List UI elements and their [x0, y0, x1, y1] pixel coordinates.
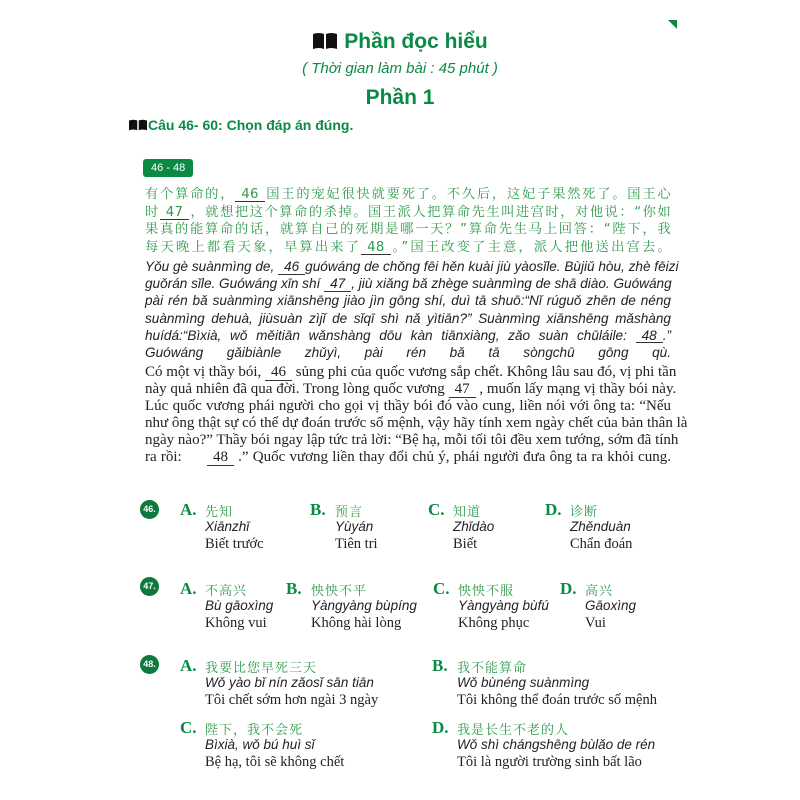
option-letter: A.	[180, 579, 197, 598]
option-letter: A.	[180, 500, 197, 519]
option-vietnamese: Chẩn đoán	[570, 536, 633, 552]
passage-line	[145, 327, 671, 344]
option-chinese: 诊断	[570, 505, 599, 520]
passage-line	[145, 292, 671, 309]
passage-line	[145, 449, 671, 466]
question-number: 48.	[140, 655, 159, 674]
section-title-text: Phần đọc hiểu	[344, 30, 488, 53]
option-chinese: 我不能算命	[457, 661, 528, 676]
section-title	[0, 30, 800, 54]
option-pinyin: Bù gāoxìng	[205, 598, 274, 613]
option-letter: C.	[428, 500, 445, 519]
passage-text: , jiù xiǎng bǎ zhège suànmìng de shā diào. Guówáng	[351, 276, 672, 292]
option-pinyin: Yàngyàng bùfú	[458, 598, 549, 613]
passage-text: 果真的能算命的话，就算自己的死期是哪一天？”算命先生马上回答：“陛下，我	[145, 222, 671, 238]
passage-text: .” Quốc vương liền thay đổi chủ ý, phái người đưa ông ta ra khỏi cung.	[233, 449, 672, 465]
answer-blank: 48	[207, 450, 234, 466]
option-vietnamese: Không phục	[458, 615, 530, 631]
option-chinese: 我是长生不老的人	[457, 723, 570, 738]
option-vietnamese: Bệ hạ, tôi sẽ không chết	[205, 754, 345, 770]
option-vietnamese: Biết	[453, 536, 478, 552]
option-chinese: 不高兴	[205, 584, 248, 599]
passage-text: pài rén bǎ suànmìng xiānshēng jiào jìn gōng shí, duì tā shuō:“Nǐ rúguǒ zhēn de néng	[145, 293, 671, 309]
option-vietnamese: Tiên tri	[335, 536, 378, 552]
passage-text: 每天晚上都看天象，早算出来了	[145, 240, 362, 256]
option-vietnamese: Biết trước	[205, 536, 264, 552]
instruction-text: Câu 46- 60: Chọn đáp án đúng.	[148, 117, 354, 133]
answer-blank: 47	[160, 206, 190, 220]
option-pinyin: Wǒ shì chángshēng bùlǎo de rén	[457, 737, 656, 752]
option-pinyin: Wǒ bùnéng suànmìng	[457, 675, 590, 690]
answer-blank: 47	[449, 382, 476, 398]
passage-text: như ông thật sự có thể dự đoán trước số mệnh, vậy hãy tính xem ngày chết của bản thân là	[145, 415, 688, 431]
option-letter: D.	[432, 718, 449, 737]
answer-blank: 48	[636, 329, 663, 344]
option-letter: B.	[432, 656, 448, 675]
time-note: ( Thời gian làm bài : 45 phút )	[302, 60, 498, 77]
passage-text: ngày nào?” Thầy bói ngay lập tức trả lời: “Bệ hạ, mỗi tối tôi đều xem tướng, sớm đã tính	[145, 432, 679, 448]
passage-text: huídá:“Bìxià, wǒ měitiān wǎnshàng dōu kàn tiānxiàng, zǎo suàn chūláile:	[145, 327, 636, 343]
passage-line	[145, 258, 679, 275]
passage-text: 。”国王改变了主意，派人把他送出宫去。	[390, 240, 671, 256]
option-vietnamese: Không vui	[205, 615, 267, 631]
passage-text: ra rồi:	[145, 449, 207, 465]
answer-blank: 47	[324, 277, 351, 292]
passage-text: .”	[662, 327, 671, 343]
passage-vietnamese	[145, 364, 688, 466]
question-number: 46.	[140, 500, 159, 519]
option-letter: A.	[180, 656, 197, 675]
passage-text: 有个算命的，	[145, 187, 236, 202]
option-vietnamese: Vui	[585, 615, 606, 631]
passage-line	[145, 415, 688, 432]
answer-blank: 46	[278, 260, 305, 275]
option-chinese: 陛下，我不会死	[205, 723, 304, 738]
passage-line	[145, 204, 671, 222]
question-range-badge: 46 - 48	[143, 159, 193, 177]
answer-blank: 46	[235, 188, 265, 202]
option-vietnamese: Tôi chết sớm hơn ngài 3 ngày	[205, 692, 379, 708]
passage-line	[145, 239, 671, 257]
open-book-icon	[128, 119, 148, 131]
question-number: 47.	[140, 577, 159, 596]
passage-line	[145, 398, 671, 415]
option-letter: B.	[286, 579, 302, 598]
instruction	[128, 117, 353, 133]
passage-line	[145, 310, 671, 327]
passage-text: Có một vị thầy bói,	[145, 364, 265, 380]
option-chinese: 我要比您早死三天	[205, 661, 318, 676]
passage-text: ，就想把这个算命的杀掉。国王派人把算命先生叫进宫时，对他说：“你如	[189, 204, 671, 220]
passage-line	[145, 381, 677, 398]
passage-text: sủng phi của quốc vương sắp chết. Không lâu sau đó, vị phi tần	[292, 364, 677, 380]
passage-text: suànmìng dehuà, jiùsuàn zìjǐ de sǐqī shì nǎ yìtiān?” Suànmìng xiānshēng mǎshàng	[145, 310, 671, 326]
answer-blank: 48	[361, 241, 391, 255]
option-pinyin: Xiānzhī	[205, 519, 250, 534]
option-letter: D.	[545, 500, 562, 519]
passage-chinese	[145, 186, 671, 257]
corner-marker	[668, 20, 677, 29]
passage-text: guǒrán sǐle. Guówáng xīn shí	[145, 276, 325, 292]
passage-line	[145, 344, 671, 361]
option-vietnamese: Tôi là người trường sinh bất lão	[457, 754, 642, 770]
passage-pinyin	[145, 258, 679, 361]
option-pinyin: Bìxià, wǒ bú huì sǐ	[205, 737, 315, 752]
passage-text: 时	[145, 204, 160, 220]
option-chinese: 高兴	[585, 584, 614, 599]
passage-line	[145, 432, 679, 449]
open-book-icon	[312, 32, 338, 50]
passage-text: guówáng de chǒng fēi hěn kuài jiù yàosǐle. Bùjiǔ hòu, zhè fēizi	[305, 259, 679, 274]
passage-text: Lúc quốc vương phái người cho gọi vị thầy bói đó vào cung, liền nói với ông ta: “Nếu	[145, 398, 671, 414]
answer-blank: 46	[265, 365, 292, 381]
option-letter: B.	[310, 500, 326, 519]
option-pinyin: Zhīdào	[453, 519, 495, 534]
option-chinese: 怏怏不服	[458, 584, 515, 599]
option-pinyin: Zhěnduàn	[570, 519, 631, 534]
part-heading: Phần 1	[365, 86, 435, 109]
passage-text: Yǒu gè suànmìng de,	[145, 259, 279, 274]
option-vietnamese: Không hài lòng	[311, 615, 402, 631]
option-pinyin: Yùyán	[335, 519, 374, 534]
option-letter: C.	[180, 718, 197, 737]
passage-line	[145, 221, 671, 239]
passage-text: , muốn lấy mạng vị thầy bói này.	[475, 381, 677, 397]
passage-line	[145, 364, 677, 381]
option-pinyin: Yàngyàng bùpíng	[311, 598, 417, 613]
option-pinyin: Gāoxìng	[585, 598, 637, 613]
option-chinese: 怏怏不平	[311, 584, 368, 599]
option-chinese: 预言	[335, 505, 364, 520]
passage-line	[145, 186, 671, 204]
option-chinese: 知道	[453, 505, 482, 520]
option-vietnamese: Tôi không thể đoán trước số mệnh	[457, 692, 657, 708]
passage-text: Guówáng gǎibiànle zhǔyì, pài rén bǎ tā sòngchū gōng qù.	[145, 344, 671, 360]
option-letter: C.	[433, 579, 450, 598]
passage-text: 国王的宠妃很快就要死了。不久后，这妃子果然死了。国王心	[264, 187, 671, 202]
option-chinese: 先知	[205, 505, 234, 520]
passage-line	[145, 275, 671, 292]
passage-text: này quả nhiên đã qua đời. Trong lòng quốc vương	[145, 381, 449, 397]
option-letter: D.	[560, 579, 577, 598]
option-pinyin: Wǒ yào bǐ nín zǎosǐ sān tiān	[205, 675, 374, 690]
